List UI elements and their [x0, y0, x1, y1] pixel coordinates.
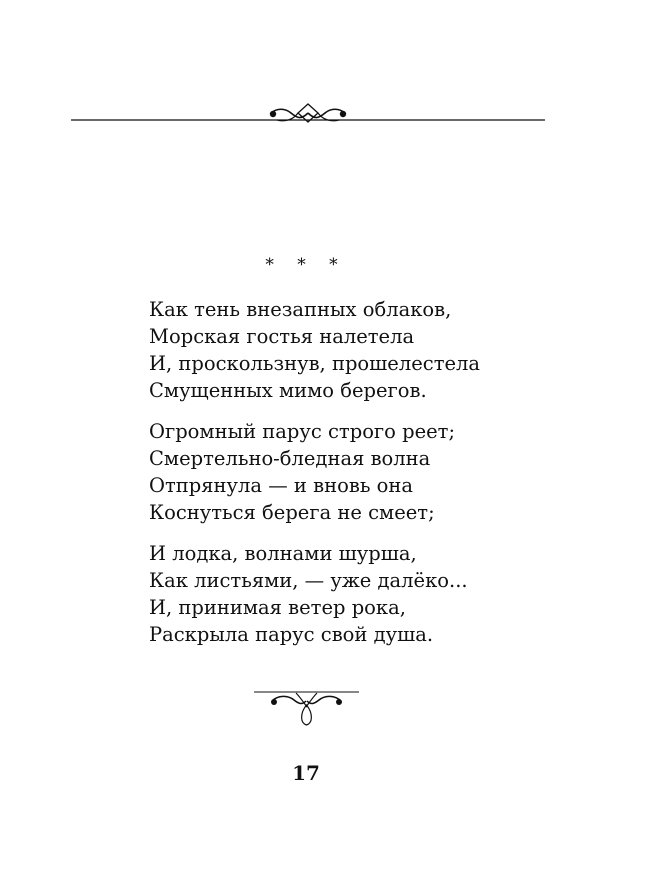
poem-line: Смертельно-бледная волна: [149, 447, 431, 470]
page-number: 17: [292, 761, 320, 785]
stanza: [149, 418, 589, 526]
poem-line: Отпрянула — и вновь она: [149, 474, 414, 497]
stanza: [149, 296, 589, 404]
footer-ornament: [254, 683, 359, 731]
poem-line: Смущенных мимо берегов.: [149, 379, 427, 402]
poem-line: Как тень внезапных облаков,: [149, 298, 452, 321]
footer-flourish-icon: [271, 693, 342, 725]
poem-line: Как листьями, — уже далёко...: [149, 569, 468, 592]
stanza: [149, 540, 589, 648]
section-separator: * * *: [265, 255, 347, 275]
poem-line: Коснуться берега не смеет;: [149, 501, 435, 524]
poem-line: Огромный парус строго реет;: [149, 420, 456, 443]
poem-line: Морская гостья налетела: [149, 325, 415, 348]
poem: [149, 296, 589, 662]
poem-line: И, проскользнув, прошелестела: [149, 352, 481, 375]
header-ornament: [71, 100, 545, 130]
header-flourish-icon: [270, 104, 346, 122]
poem-line: Раскрыла парус свой душа.: [149, 623, 434, 646]
poem-line: И, принимая ветер рока,: [149, 596, 406, 619]
poem-line: И лодка, волнами шурша,: [149, 542, 417, 565]
